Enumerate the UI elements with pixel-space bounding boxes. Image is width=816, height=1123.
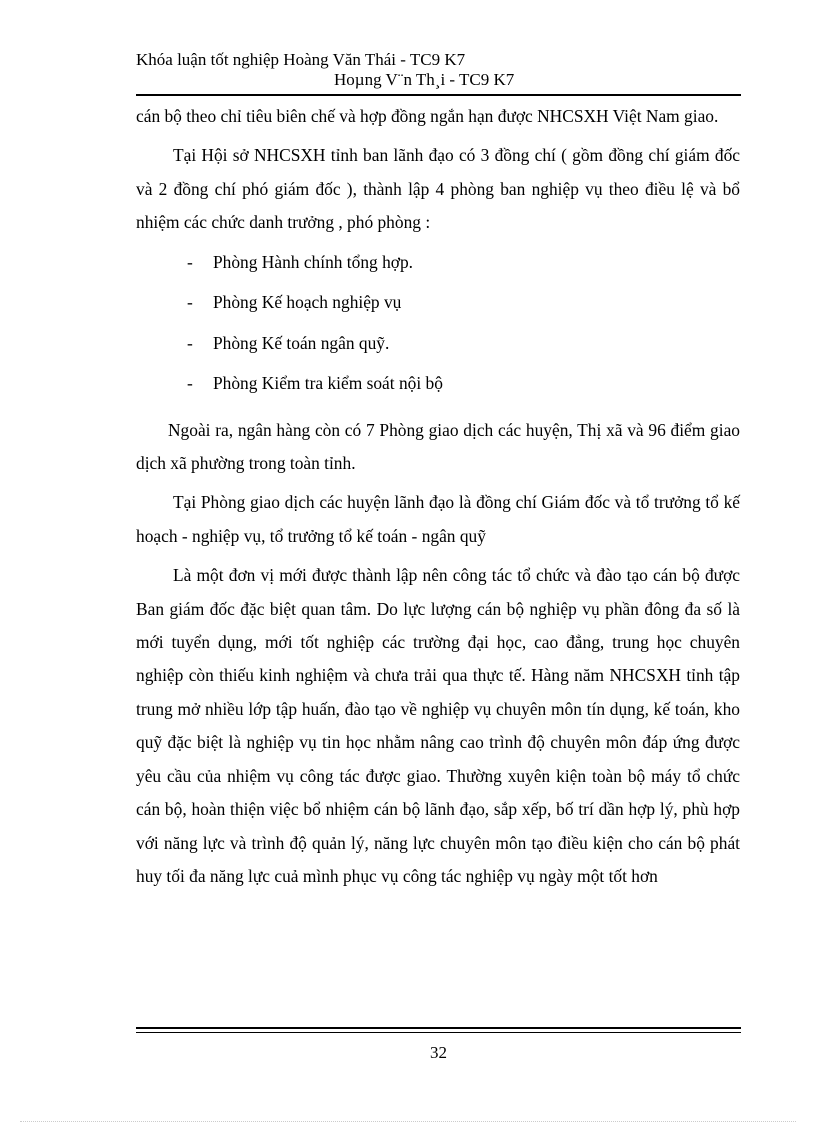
bullet-dash: - (187, 373, 193, 394)
document-body (136, 100, 740, 893)
paragraph-district-offices: Tại Phòng giao dịch các huyện lãnh đạo là đồng chí Giám đốc và tổ trưởng tổ kế hoạch - nghiệp vụ, tổ trưởng tổ kế toán - ngân quỹ (136, 492, 740, 546)
list-item (136, 367, 740, 408)
list-item-text: Phòng Kế hoạch nghiệp vụ (213, 292, 402, 313)
footer-rule-thin (136, 1032, 741, 1033)
header-rule (136, 94, 741, 96)
header-title: Khóa luận tốt nghiệp Hoàng Văn Thái - TC9 K7 (136, 50, 466, 69)
paragraph-training: Là một đơn vị mới được thành lập nên công tác tổ chức và đào tạo cán bộ được Ban giám đốc đặc biệt quan tâm. Do lực lượng cán bộ nghiệp vụ phần đông đa số là mới tuyển dụng, mới tốt nghiệp các trường đại học, cao đẳng, trung học chuyên nghiệp còn thiếu kinh nghiệm và chưa trải qua thực tế. Hàng năm NHCSXH tỉnh tập trung mở nhiều lớp tập huấn, đào tạo về nghiệp vụ chuyên môn tín dụng, kế toán, kho quỹ đặc biệt là nghiệp vụ tin học nhằm nâng cao trình độ chuyên môn đáp ứng được yêu cầu của nhiệm vụ công tác được giao. Thường xuyên kiện toàn bộ máy tổ chức cán bộ, hoàn thiện việc bổ nhiệm cán bộ lãnh đạo, sắp xếp, bố trí dần hợp lý, phù hợp với năng lực và trình độ quản lý, năng lực chuyên môn tạo điều kiện cho cán bộ phát huy tối đa năng lực cuả mình phục vụ công tác nghiệp vụ ngày một tốt hơn (136, 565, 740, 886)
page-header (136, 50, 741, 90)
list-item-text: Phòng Kế toán ngân quỹ. (213, 332, 390, 353)
page-number: 32 (430, 1043, 447, 1062)
list-item (136, 327, 740, 368)
header-title-legacy-encoding: Hoµng V¨n Th¸i - TC9 K7 (334, 70, 515, 89)
page-edge-divider (20, 1121, 796, 1122)
footer-rule-thick (136, 1027, 741, 1029)
bullet-dash: - (187, 292, 193, 313)
paragraph-head-office: Tại Hội sở NHCSXH tỉnh ban lãnh đạo có 3 đồng chí ( gồm đồng chí giám đốc và 2 đồng chí phó giám đốc ), thành lập 4 phòng ban nghiệp vụ theo điều lệ và bổ nhiệm các chức danh trưởng , phó phòng : (136, 145, 740, 233)
list-item-text: Phòng Hành chính tổng hợp. (213, 251, 414, 272)
paragraph-branches: Ngoài ra, ngân hàng còn có 7 Phòng giao dịch các huyện, Thị xã và 96 điểm giao dịch xã phường trong toàn tỉnh. (136, 419, 740, 474)
list-item (136, 286, 740, 327)
department-list (136, 246, 740, 408)
paragraph-staffing: cán bộ theo chỉ tiêu biên chế và hợp đồng ngắn hạn được NHCSXH Việt Nam giao. (136, 106, 719, 126)
bullet-dash: - (187, 251, 193, 272)
list-item (136, 246, 740, 287)
bullet-dash: - (187, 332, 193, 353)
list-item-text: Phòng Kiểm tra kiểm soát nội bộ (213, 373, 443, 394)
